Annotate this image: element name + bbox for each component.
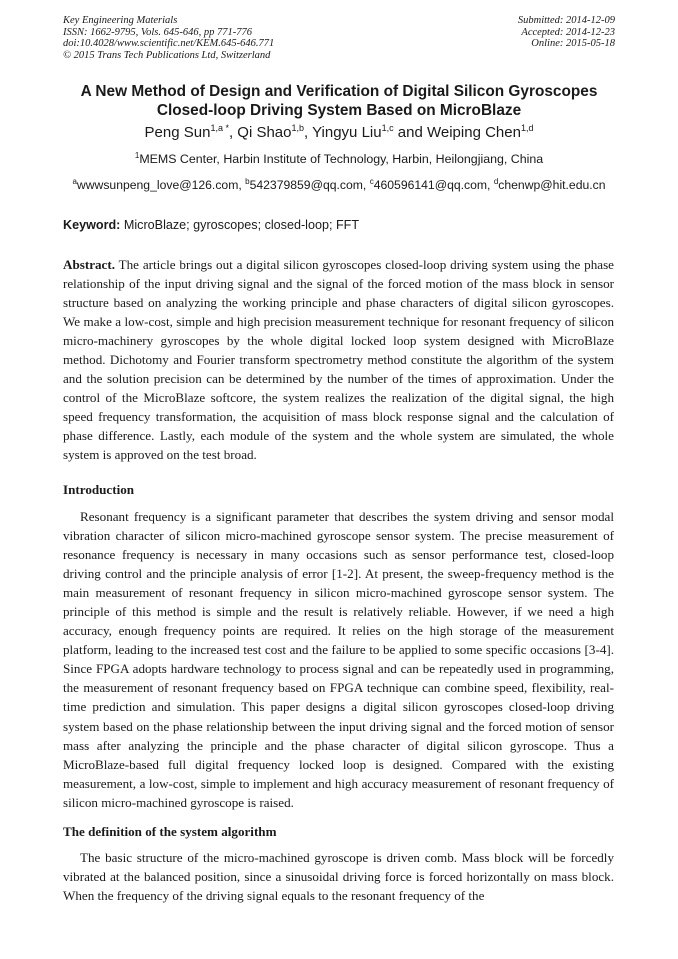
title-line-2: Closed-loop Driving System Based on MicroBlaze bbox=[156, 102, 522, 119]
author-separator: , bbox=[304, 124, 313, 141]
title-line-1: A New Method of Design and Verification of Digital Silicon Gyroscopes bbox=[80, 83, 598, 100]
section-heading: The definition of the system algorithm bbox=[63, 824, 277, 839]
author-separator: , bbox=[228, 124, 238, 141]
email-list: $^a$wwwsunpeng_love@126.com, $^b$542379859@qq.com, $^c$460596141@qq.com, $^d$chenwp@hit.edu.cn bbox=[72, 177, 606, 192]
email-mark: b bbox=[245, 177, 250, 186]
journal-info bbox=[63, 15, 274, 61]
email-address[interactable]: wwwsunpeng_love@126.com bbox=[76, 178, 239, 192]
email-mark: d bbox=[493, 177, 499, 186]
email-mark: c bbox=[369, 177, 374, 186]
keywords-label: Keyword: bbox=[63, 218, 121, 232]
author-name: Weiping Chen bbox=[426, 124, 521, 141]
author-affiliation-mark: 1,c bbox=[381, 123, 394, 133]
author-separator: and bbox=[393, 124, 427, 141]
affiliation bbox=[40, 152, 638, 167]
keywords bbox=[63, 218, 359, 233]
journal-name: Key Engineering Materials bbox=[63, 15, 178, 26]
abstract bbox=[63, 255, 614, 465]
online-date: Online: 2015-05-18 bbox=[531, 38, 615, 50]
doi-line: doi:10.4028/www.scientific.net/KEM.645-646.771 bbox=[63, 38, 275, 50]
accepted-date: Accepted: 2014-12-23 bbox=[521, 26, 615, 38]
author-affiliation-mark: 1,d bbox=[520, 123, 534, 133]
submitted-date: Submitted: 2014-12-09 bbox=[517, 15, 615, 26]
section-paragraph: The basic structure of the micro-machined gyroscope is driven comb. Mass block will be forcedly vibrated at the balanced position, since a sinusoidal driving force is forced horizontally on mass block. When the frequency of the driving signal equals to the resonant frequency of the bbox=[63, 850, 614, 904]
author-affiliation-mark: 1,b bbox=[291, 123, 305, 133]
author-name: Peng Sun bbox=[144, 124, 211, 141]
author-name: Yingyu Liu bbox=[312, 124, 382, 141]
affiliation-text: MEMS Center, Harbin Institute of Technology, Harbin, Heilongjiang, China bbox=[139, 152, 544, 166]
author-name: Qi Shao bbox=[237, 124, 292, 141]
email-mark: a bbox=[72, 177, 77, 186]
email-address[interactable]: 460596141@qq.com bbox=[373, 178, 488, 192]
issn-line: ISSN: 1662-9795, Vols. 645-646, pp 771-776 bbox=[63, 26, 252, 38]
keywords-text: MicroBlaze; gyroscopes; closed-loop; FFT bbox=[120, 218, 360, 232]
section-heading: Introduction bbox=[63, 482, 135, 497]
abstract-label: Abstract. bbox=[63, 257, 115, 272]
author-affiliation-mark: 1,a * bbox=[210, 123, 229, 133]
affiliation-mark: 1 bbox=[134, 151, 140, 160]
author-list bbox=[40, 124, 638, 142]
section-paragraph: Resonant frequency is a significant parameter that describes the system driving and sensor modal vibration character of silicon micro-machined gyroscope sensor system. The precise measurement of resonance frequency is necessary in many occasions such as sensor performance test, closed-loop driving control and the principle analysis of error [1-2]. At present, the sweep-frequency method is the main measurement of resonant frequency in silicon micro-machined gyroscope sensor system. The principle of this method is simple and the result is relatively reliable. However, if we need a high accuracy, enough frequency points are required. It relies on the high storage of the measurement platform, leading to the increased test cost and the failure to be applied to some specific occasions [3-4]. Since FPGA adopts hardware technology to process signal and can be repeatedly used in programming, the measurement of resonant frequency based on FPGA technique can combine speed, flexibility, real-time prediction and simulation. This paper designs a digital silicon gyroscopes closed-loop driving system based on the phase relationship between the input driving signal and the forced motion of sensor mass after analyzing the principle and the phase character of digital silicon gyroscope. Thus a MicroBlaze-based full digital frequency locked loop is designed. Compared with the existing measurement, a low-cost, simple to implement and high accuracy measurement of resonant frequency of silicon micro-machined gyroscope is raised. bbox=[63, 509, 614, 810]
abstract-text: The article brings out a digital silicon gyroscopes closed-loop driving system using the phase relationship of the input driving signal and the signal of the forced motion of the mass block in sensor structure based on analyzing the working principle and phase characters of digital silicon gyroscopes. We make a low-cost, simple and high precision measurement technique for resonant frequency of silicon micro-machinery gyroscopes by the whole digital locked loop system designed with MicroBlaze method. Dichotomy and Fourier transform spectrometry method constitute the algorithm of the system and the solution precision can be determined by the number of the times of approximation. Under the control of the MicroBlaze softcore, the system realizes the realization of the digital signal, the high speed frequency transformation, the acquisition of mass block response signal and the calculation of phase difference. Lastly, each module of the system and the whole system are simulated, the whole system is approved on the test broad. bbox=[63, 257, 614, 463]
email-address[interactable]: 542379859@qq.com bbox=[249, 178, 363, 192]
copyright-line: © 2015 Trans Tech Publications Ltd, Switzerland bbox=[63, 49, 271, 61]
publication-dates bbox=[518, 15, 615, 50]
email-address[interactable]: chenwp@hit.edu.cn bbox=[498, 178, 606, 192]
paper-title bbox=[40, 82, 638, 120]
